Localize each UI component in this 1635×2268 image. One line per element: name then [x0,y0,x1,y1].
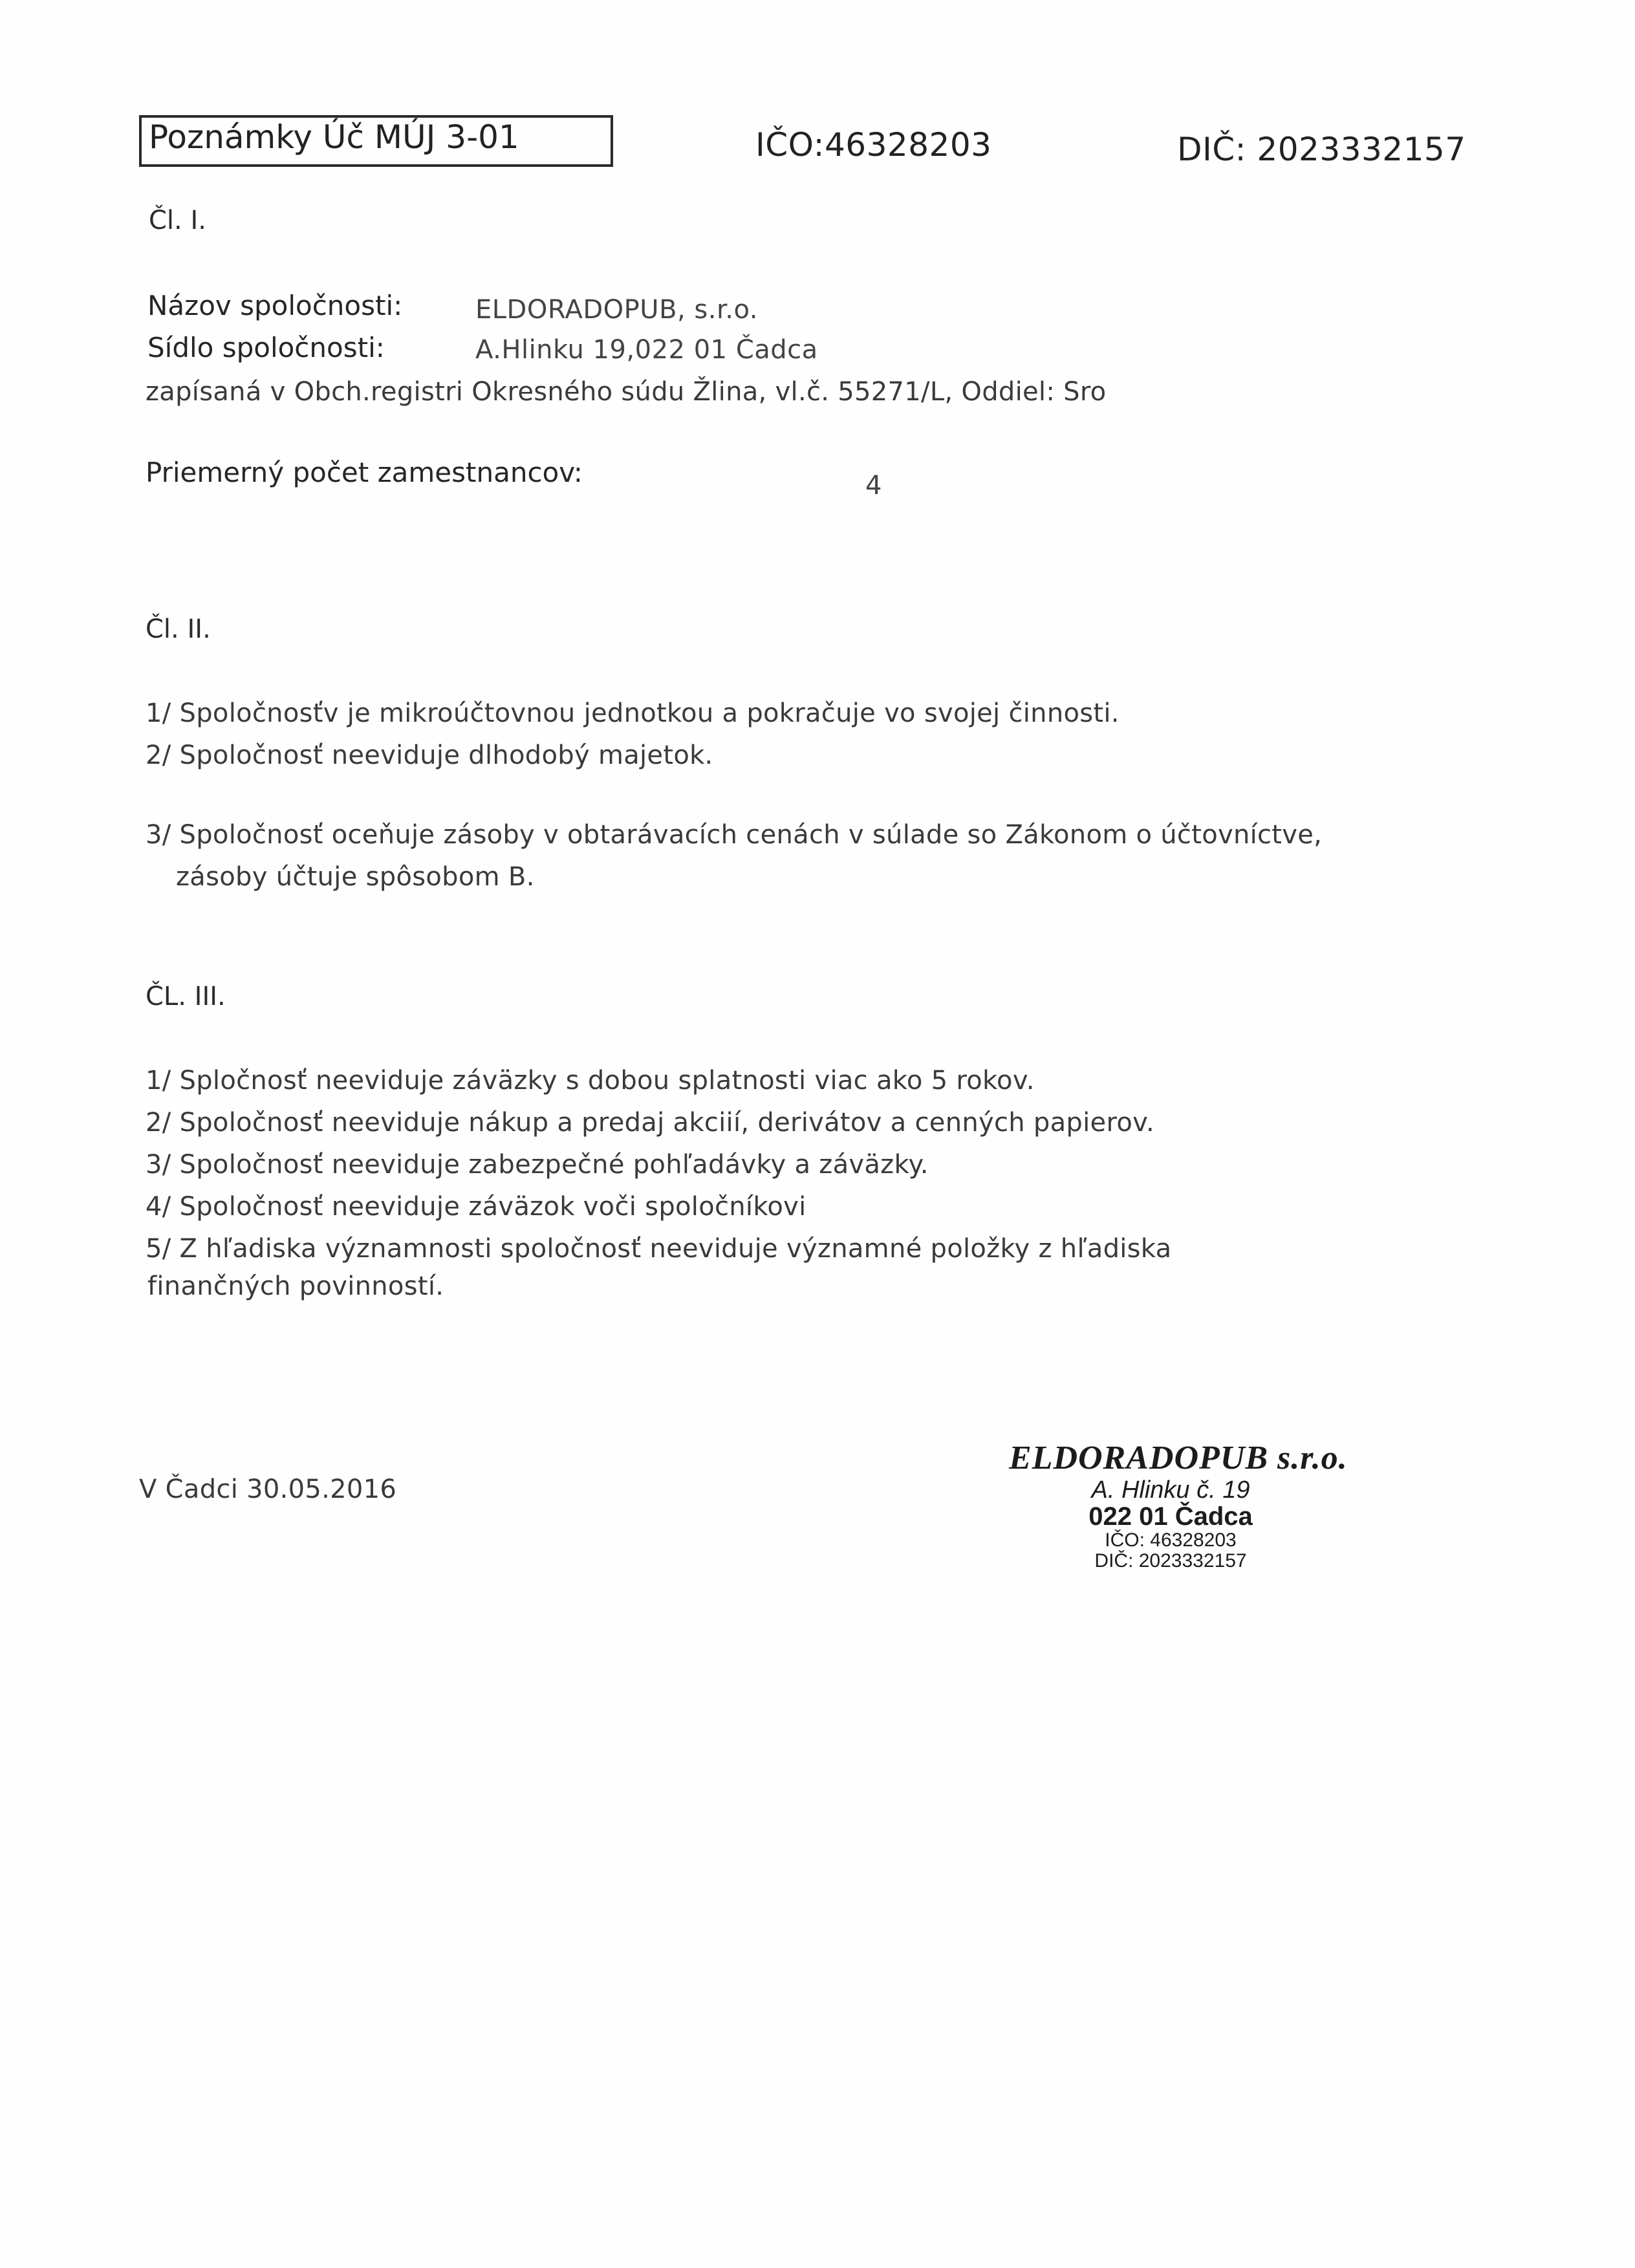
section-3-item-5-line-2: finančných povinností. [147,1271,444,1301]
seat-label: Sídlo spoločnosti: [147,332,385,363]
section-3-item-3: 3/ Spoločnosť neeviduje zabezpečné pohľadávky a záväzky. [146,1150,929,1180]
stamp-dic: DIČ: 2023332157 [1094,1550,1247,1571]
stamp-ico: IČO: 46328203 [1105,1529,1237,1551]
registry-line: zapísaná v Obch.registri Okresného súdu Žlina, vl.č. 55271/L, Oddiel: Sro [146,377,1107,407]
section-2-item-3-line-1: 3/ Spoločnosť oceňuje zásoby v obtarávacích cenách v súlade so Zákonom o účtovníctve, [146,820,1323,850]
section-2-heading: Čl. II. [146,614,211,644]
section-1-heading: Čl. I. [149,206,206,235]
place-date: V Čadci 30.05.2016 [139,1474,397,1504]
section-2-item-2: 2/ Spoločnosť neeviduje dlhodobý majetok. [146,740,713,770]
company-name-label: Názov spoločnosti: [147,290,403,321]
form-label: Poznámky Úč MÚJ 3-01 [149,118,519,156]
employees-value: 4 [865,471,882,501]
stamp-city: 022 01 Čadca [1088,1502,1253,1531]
employees-label: Priemerný počet zamestnancov: [146,457,583,488]
section-3-item-2: 2/ Spoločnosť neeviduje nákup a predaj akciií, derivátov a cenných papierov. [146,1108,1154,1138]
section-3-item-1: 1/ Spločnosť neeviduje záväzky s dobou splatnosti viac ako 5 rokov. [146,1066,1035,1096]
stamp-company: ELDORADOPUB s.r.o. [1009,1440,1348,1476]
seat-value: A.Hlinku 19,022 01 Čadca [475,335,818,365]
company-name-value: ELDORADOPUB, s.r.o. [475,295,758,325]
section-3-item-4: 4/ Spoločnosť neeviduje záväzok voči spoločníkovi [146,1192,807,1222]
company-stamp [1009,1439,1348,1571]
section-2-item-3-line-2: zásoby účtuje spôsobom B. [176,862,535,892]
section-2-item-1: 1/ Spoločnosťv je mikroúčtovnou jednotkou a pokračuje vo svojej činnosti. [146,698,1120,728]
section-3-item-5-line-1: 5/ Z hľadiska významnosti spoločnosť neeviduje významné položky z hľadiska [146,1234,1172,1264]
section-3-heading: ČL. III. [146,982,226,1011]
stamp-street: A. Hlinku č. 19 [1091,1476,1250,1504]
header-dic: DIČ: 2023332157 [1177,131,1466,168]
header-ico: IČO:46328203 [755,126,992,164]
